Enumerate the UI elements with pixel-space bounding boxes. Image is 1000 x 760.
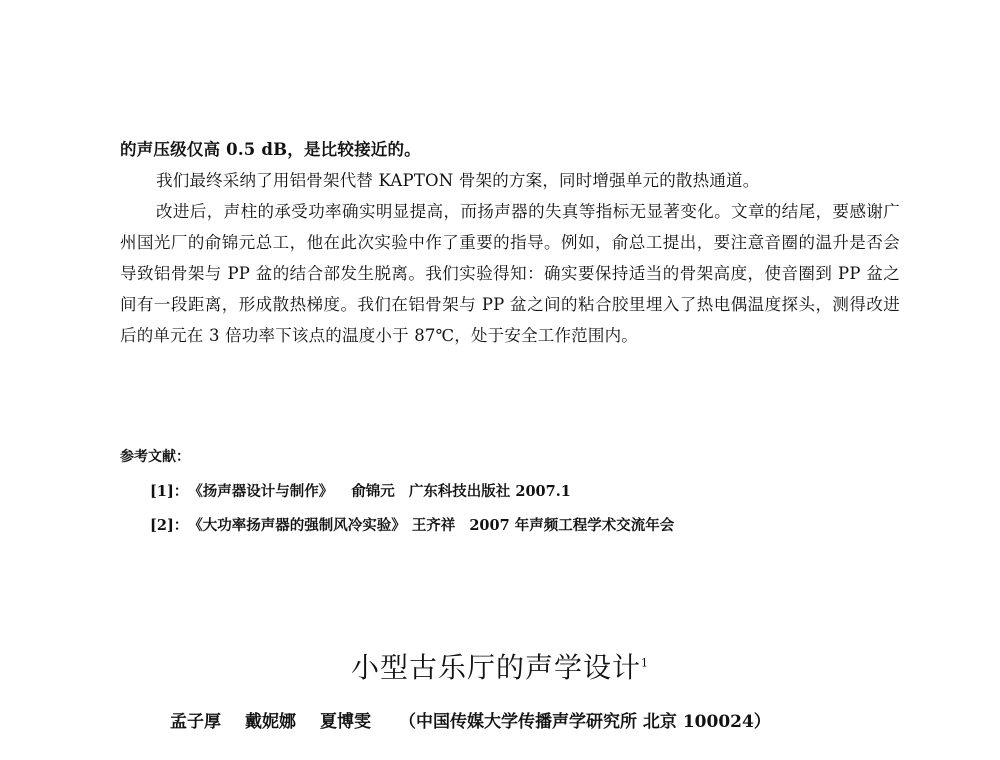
reference-item	[150, 514, 674, 535]
reference-publisher: 2007 年声频工程学术交流年会	[469, 517, 675, 534]
references-heading: 参考文献：	[120, 449, 190, 465]
reference-label: [1]：	[150, 483, 189, 500]
article-title-text: 小型古乐厅的声学设计	[350, 651, 641, 684]
reference-author: 王齐祥	[411, 517, 456, 534]
reference-title: 《扬声器设计与制作》	[188, 483, 334, 500]
reference-author: 俞锦元	[351, 483, 395, 500]
author-name: 戴妮娜	[245, 712, 296, 732]
reference-publisher: 广东科技出版社 2007.1	[408, 483, 571, 500]
continued-line: 的声压级仅高 0.5 dB，是比较接近的。	[120, 140, 421, 159]
author-name: 孟子厚	[170, 712, 221, 732]
reference-label: [2]：	[150, 517, 189, 534]
paragraph-2: 我们最终采纳了用铝骨架代替 KAPTON 骨架的方案，同时增强单元的散热通道。	[156, 171, 760, 190]
paragraph-3: 改进后，声柱的承受功率确实明显提高，而扬声器的失真等指标无显著变化。文章的结尾，要感谢广州国光厂的俞锦元总工，他在此次实验中作了重要的指导。例如，俞总工提出，要注意音圈的温升是否会导致铝骨架与 PP 盆的结合部发生脱离。我们实验得知：确实要保持适当的骨架高度，使音圈到 PP 盆之间有一段距离，形成散热梯度。我们在铝骨架与 PP 盆之间的粘合胶里埋入了热电偶温度探头，测得改进后的单元在 3 倍功率下该点的温度小于 87℃，处于安全工作范围内。	[120, 202, 900, 345]
author-name: 夏博雯	[320, 712, 371, 732]
body-text	[120, 134, 900, 351]
reference-title: 《大功率扬声器的强制风冷实验》	[188, 517, 406, 534]
author-line	[170, 707, 771, 732]
article-title	[0, 646, 1000, 686]
footnote-mark: 1	[641, 656, 649, 670]
author-affiliation: （中国传媒大学传播声学研究所 北京 100024）	[399, 712, 771, 732]
reference-item	[150, 480, 571, 501]
